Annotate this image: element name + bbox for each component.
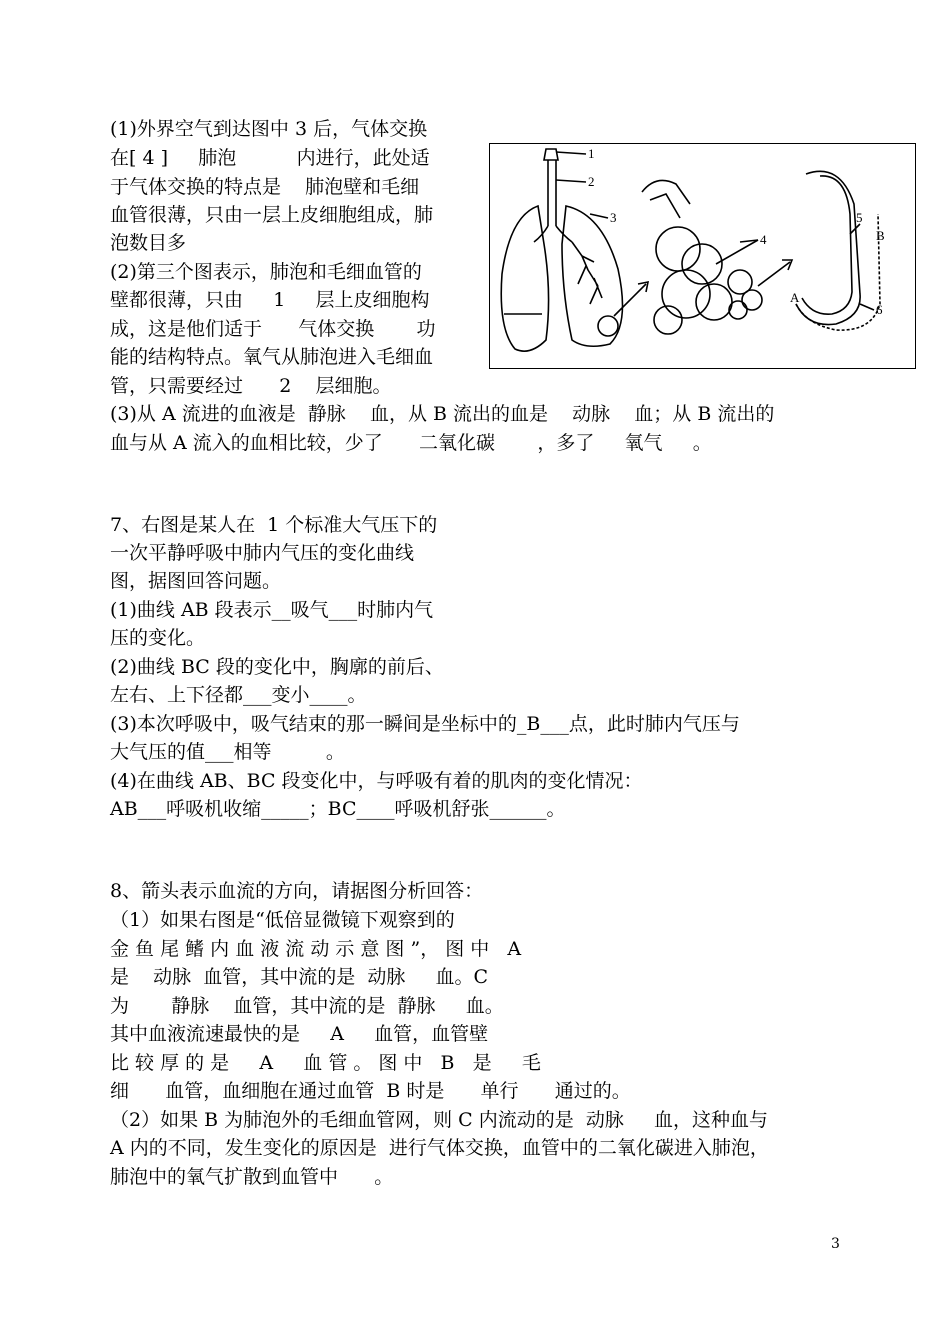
alveoli-cluster bbox=[654, 227, 732, 334]
q6-line-3: 于气体交换的特点是 肺泡壁和毛细 bbox=[110, 176, 420, 198]
q6-line-10: 管，只需要经过 2 层细胞。 bbox=[110, 375, 392, 397]
q7-line-8: (3)本次呼吸中，吸气结束的那一瞬间是坐标中的_B___点，此时肺内气压与 bbox=[110, 713, 740, 735]
q6-line-1: (1)外界空气到达图中 3 后，气体交换 bbox=[110, 118, 428, 140]
q7-line-4: (1)曲线 AB 段表示__吸气___时肺内气 bbox=[110, 599, 434, 621]
q7-line-7: 左右、上下径都___变小____。 bbox=[110, 684, 367, 706]
q8-line-8: 细 血管，血细胞在通过血管 B 时是 单行 通过的。 bbox=[110, 1080, 631, 1102]
q6-line-8: 成，这是他们适于 气体交换 功 bbox=[110, 318, 436, 340]
q8-line-4: 是 动脉 血管，其中流的是 动脉 血。C bbox=[110, 966, 489, 988]
left-lung bbox=[501, 206, 548, 351]
figure-label-1: 1 bbox=[588, 146, 595, 161]
figure-label-B: B bbox=[876, 228, 885, 243]
figure-label-6: 6 bbox=[876, 302, 883, 317]
q8-line-5: 为 静脉 血管，其中流的是 静脉 血。 bbox=[110, 995, 504, 1017]
q8-line-3: 金 鱼 尾 鳍 内 血 液 流 动 示 意 图 ”， 图 中 A bbox=[110, 938, 522, 960]
q8-line-1: 8、箭头表示血流的方向，请据图分析回答： bbox=[110, 880, 484, 902]
lung-alveoli-diagram bbox=[490, 144, 914, 367]
q8-line-10: A 内的不同，发生变化的原因是 进行气体交换，血管中的二氧化碳进入肺泡， bbox=[110, 1137, 769, 1159]
q7-line-6: (2)曲线 BC 段的变化中，胸廓的前后、 bbox=[110, 656, 444, 678]
q6-line-12: 血与从 A 流入的血相比较，少了 二氧化碳 ，多了 氧气 。 bbox=[110, 432, 712, 454]
q7-line-1: 7、右图是某人在 1 个标准大气压下的 bbox=[110, 514, 438, 536]
q7-line-2: 一次平静呼吸中肺内气压的变化曲线 bbox=[110, 542, 415, 564]
figure-label-4: 4 bbox=[760, 232, 767, 247]
q7-line-9: 大气压的值___相等 。 bbox=[110, 741, 345, 763]
q7-line-5: 压的变化。 bbox=[110, 627, 206, 649]
q6-line-4: 血管很薄，只由一层上皮细胞组成，肺 bbox=[110, 204, 434, 226]
figure-label-5: 5 bbox=[856, 210, 863, 225]
q6-line-6: (2)第三个图表示，肺泡和毛细血管的 bbox=[110, 261, 422, 283]
q8-line-6: 其中血液流速最快的是 A 血管，血管壁 bbox=[110, 1023, 489, 1045]
larynx-shape bbox=[544, 149, 558, 160]
q6-line-9: 能的结构特点。氧气从肺泡进入毛细血 bbox=[110, 346, 434, 368]
q6-line-11: (3)从 A 流进的血液是 静脉 血，从 B 流出的血是 动脉 血；从 B 流出的 bbox=[110, 403, 775, 425]
q8-line-9: （2）如果 B 为肺泡外的毛细血管网，则 C 内流动的是 动脉 血，这种血与 bbox=[110, 1109, 769, 1131]
figure-label-A: A bbox=[790, 290, 800, 305]
q8-line-2: （1）如果右图是“低倍显微镜下观察到的 bbox=[110, 909, 455, 931]
q6-line-2: 在[ 4 ] 肺泡 内进行，此处适 bbox=[110, 147, 430, 169]
q7-line-11: AB___呼吸机收缩_____；BC____呼吸机舒张______。 bbox=[110, 798, 566, 820]
q7-line-10: (4)在曲线 AB、BC 段变化中，与呼吸有着的肌肉的变化情况： bbox=[110, 770, 643, 792]
q8-line-11: 肺泡中的氧气扩散到血管中 。 bbox=[110, 1166, 394, 1188]
q8-line-7: 比 较 厚 的 是 A 血 管 。 图 中 B 是 毛 bbox=[110, 1052, 541, 1074]
q7-line-3: 图，据图回答问题。 bbox=[110, 570, 282, 592]
respiratory-system-figure bbox=[489, 143, 916, 369]
figure-label-3: 3 bbox=[610, 210, 617, 225]
q6-line-5: 泡数目多 bbox=[110, 232, 187, 254]
page-number: 3 bbox=[831, 1236, 840, 1252]
q6-line-7: 壁都很薄，只由 1 层上皮细胞构 bbox=[110, 289, 430, 311]
figure-label-2: 2 bbox=[588, 174, 595, 189]
